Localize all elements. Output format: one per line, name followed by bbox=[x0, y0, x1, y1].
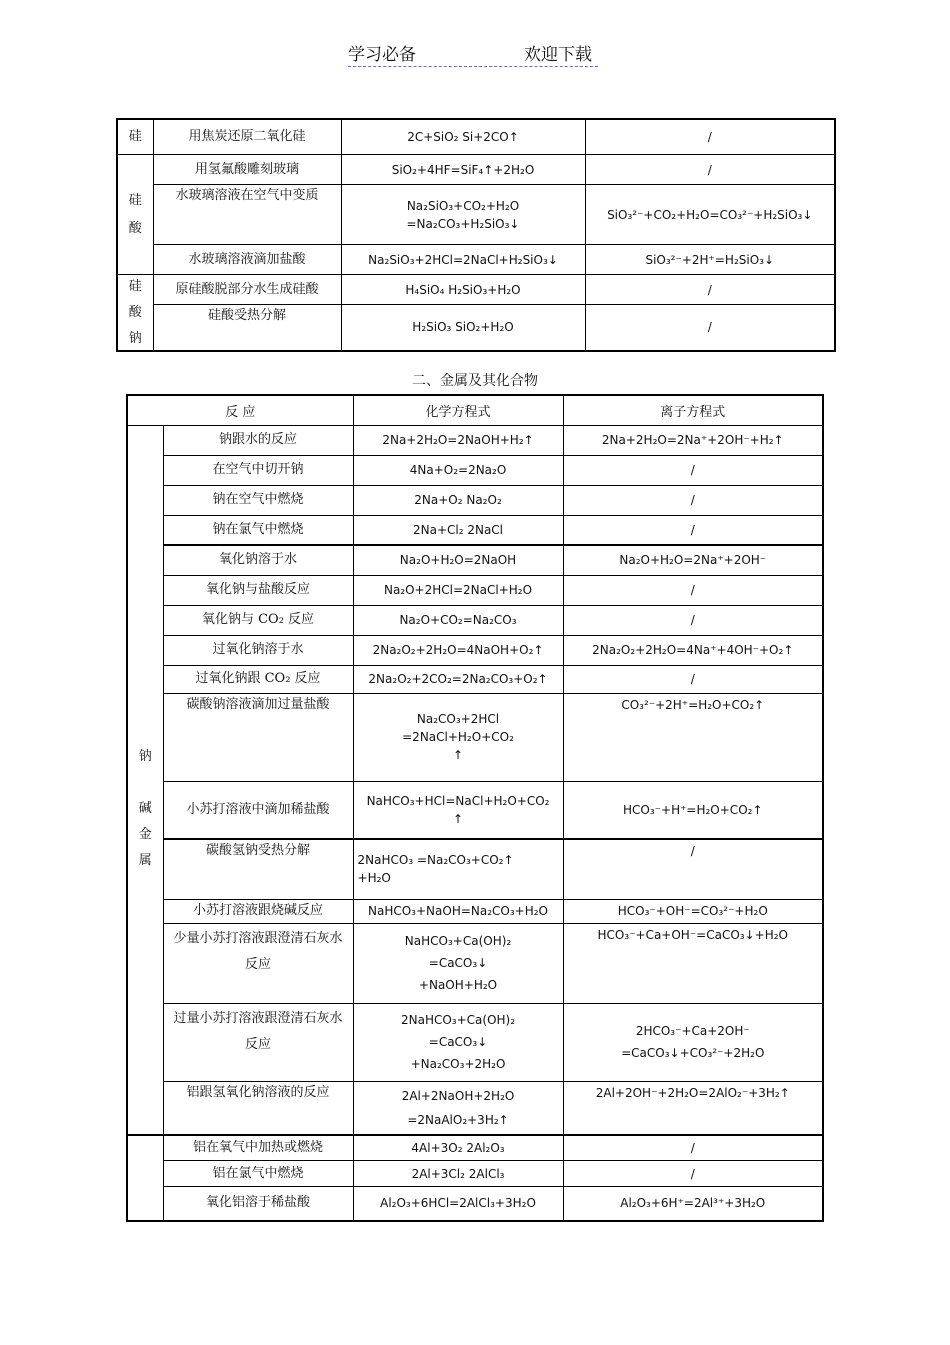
table-row bbox=[117, 185, 835, 245]
category-cell: 硅 酸 钠 bbox=[117, 275, 153, 351]
chem-equation-cell: 2Na+O₂ Na₂O₂ bbox=[353, 485, 563, 515]
chem-equation-cell: 2Na+Cl₂ 2NaCl bbox=[353, 515, 563, 545]
group-label-cell bbox=[127, 1135, 163, 1221]
chem-equation-cell: 2Na₂O₂+2H₂O=4NaOH+O₂↑ bbox=[353, 635, 563, 665]
chem-equation-cell: NaHCO₃+NaOH=Na₂CO₃+H₂O bbox=[353, 899, 563, 923]
table-header-row bbox=[127, 395, 823, 425]
reaction-cell: 硅酸受热分解 bbox=[153, 305, 341, 351]
reaction-cell: 氧化钠与盐酸反应 bbox=[163, 575, 353, 605]
table-row bbox=[127, 425, 823, 455]
group-label-cell: 钠 碱 金 属 bbox=[127, 425, 163, 1135]
ion-equation-cell: CO₃²⁻+2H⁺=H₂O+CO₂↑ bbox=[563, 693, 823, 781]
metal-reactions-table bbox=[126, 394, 824, 1222]
reaction-cell: 水玻璃溶液滴加盐酸 bbox=[153, 245, 341, 275]
ion-equation-cell: HCO₃⁻+OH⁻=CO₃²⁻+H₂O bbox=[563, 899, 823, 923]
table-row bbox=[127, 605, 823, 635]
chem-equation-cell: H₄SiO₄ H₂SiO₃+H₂O bbox=[341, 275, 585, 305]
table-row bbox=[127, 515, 823, 545]
ion-equation-cell: 2Na₂O₂+2H₂O=4Na⁺+4OH⁻+O₂↑ bbox=[563, 635, 823, 665]
reaction-cell: 钠在氯气中燃烧 bbox=[163, 515, 353, 545]
header-right-text: 欢迎下载 bbox=[524, 45, 592, 65]
ion-equation-cell: 2Al+2OH⁻+2H₂O=2AlO₂⁻+3H₂↑ bbox=[563, 1081, 823, 1135]
reaction-cell: 小苏打溶液中滴加稀盐酸 bbox=[163, 781, 353, 839]
ion-equation-cell: Na₂O+H₂O=2Na⁺+2OH⁻ bbox=[563, 545, 823, 575]
reaction-cell: 少量小苏打溶液跟澄清石灰水反应 bbox=[163, 923, 353, 1003]
table-row bbox=[127, 781, 823, 839]
page-header bbox=[348, 40, 598, 67]
ion-equation-cell: / bbox=[563, 575, 823, 605]
reaction-cell: 用氢氟酸雕刻玻璃 bbox=[153, 155, 341, 185]
header-reaction: 反 应 bbox=[127, 395, 353, 425]
section-title: 二、金属及其化合物 bbox=[412, 373, 538, 389]
header-ion-equation: 离子方程式 bbox=[563, 395, 823, 425]
ion-equation-cell: / bbox=[563, 839, 823, 899]
reaction-cell: 过量小苏打溶液跟澄清石灰水反应 bbox=[163, 1003, 353, 1081]
chem-equation-cell: NaHCO₃+HCl=NaCl+H₂O+CO₂ ↑ bbox=[353, 781, 563, 839]
chem-equation-cell: 2Al+2NaOH+2H₂O =2NaAlO₂+3H₂↑ bbox=[353, 1081, 563, 1135]
chem-equation-cell: H₂SiO₃ SiO₂+H₂O bbox=[341, 305, 585, 351]
ion-equation-cell: / bbox=[563, 1161, 823, 1187]
ion-equation-cell: / bbox=[585, 275, 835, 305]
chem-equation-cell: Al₂O₃+6HCl=2AlCl₃+3H₂O bbox=[353, 1187, 563, 1221]
chem-equation-cell: Na₂CO₃+2HCl =2NaCl+H₂O+CO₂ ↑ bbox=[353, 693, 563, 781]
table-row bbox=[117, 275, 835, 305]
reaction-cell: 氧化钠与 CO₂ 反应 bbox=[163, 605, 353, 635]
reaction-cell: 氧化铝溶于稀盐酸 bbox=[163, 1187, 353, 1221]
chem-equation-cell: 4Na+O₂=2Na₂O bbox=[353, 455, 563, 485]
chem-equation-cell: 4Al+3O₂ 2Al₂O₃ bbox=[353, 1135, 563, 1161]
table-row bbox=[127, 635, 823, 665]
reaction-cell: 铝跟氢氧化钠溶液的反应 bbox=[163, 1081, 353, 1135]
chem-equation-cell: NaHCO₃+Ca(OH)₂ =CaCO₃↓ +NaOH+H₂O bbox=[353, 923, 563, 1003]
table-row bbox=[127, 1003, 823, 1081]
ion-equation-cell: / bbox=[563, 455, 823, 485]
table-row bbox=[127, 899, 823, 923]
ion-equation-cell: / bbox=[563, 1135, 823, 1161]
category-cell: 硅 酸 bbox=[117, 155, 153, 275]
chem-equation-cell: Na₂O+H₂O=2NaOH bbox=[353, 545, 563, 575]
table-row bbox=[117, 155, 835, 185]
chem-equation-cell: 2Al+3Cl₂ 2AlCl₃ bbox=[353, 1161, 563, 1187]
reaction-cell: 原硅酸脱部分水生成硅酸 bbox=[153, 275, 341, 305]
reaction-cell: 小苏打溶液跟烧碱反应 bbox=[163, 899, 353, 923]
ion-equation-cell: / bbox=[563, 665, 823, 693]
reaction-cell: 过氧化钠溶于水 bbox=[163, 635, 353, 665]
reaction-cell: 碳酸氢钠受热分解 bbox=[163, 839, 353, 899]
table-row bbox=[127, 455, 823, 485]
chem-equation-cell: Na₂SiO₃+CO₂+H₂O =Na₂CO₃+H₂SiO₃↓ bbox=[341, 185, 585, 245]
table-row bbox=[127, 575, 823, 605]
reaction-cell: 用焦炭还原二氧化硅 bbox=[153, 119, 341, 155]
reaction-cell: 铝在氯气中燃烧 bbox=[163, 1161, 353, 1187]
chem-equation-cell: SiO₂+4HF=SiF₄↑+2H₂O bbox=[341, 155, 585, 185]
chem-equation-cell: 2Na+2H₂O=2NaOH+H₂↑ bbox=[353, 425, 563, 455]
ion-equation-cell: SiO₃²⁻+CO₂+H₂O=CO₃²⁻+H₂SiO₃↓ bbox=[585, 185, 835, 245]
chem-equation-cell: 2NaHCO₃ =Na₂CO₃+CO₂↑ +H₂O bbox=[353, 839, 563, 899]
ion-equation-cell: / bbox=[563, 485, 823, 515]
reaction-cell: 钠跟水的反应 bbox=[163, 425, 353, 455]
table-row bbox=[127, 693, 823, 781]
ion-equation-cell: / bbox=[563, 605, 823, 635]
table-row bbox=[127, 1187, 823, 1221]
chem-equation-cell: 2NaHCO₃+Ca(OH)₂ =CaCO₃↓ +Na₂CO₃+2H₂O bbox=[353, 1003, 563, 1081]
reaction-cell: 氧化钠溶于水 bbox=[163, 545, 353, 575]
header-chem-equation: 化学方程式 bbox=[353, 395, 563, 425]
ion-equation-cell: HCO₃⁻+Ca+OH⁻=CaCO₃↓+H₂O bbox=[563, 923, 823, 1003]
reaction-cell: 过氧化钠跟 CO₂ 反应 bbox=[163, 665, 353, 693]
table-row bbox=[127, 485, 823, 515]
ion-equation-cell: / bbox=[563, 515, 823, 545]
ion-equation-cell: / bbox=[585, 119, 835, 155]
reaction-cell: 钠在空气中燃烧 bbox=[163, 485, 353, 515]
ion-equation-cell: / bbox=[585, 155, 835, 185]
silicon-reactions-table bbox=[116, 118, 836, 352]
header-left-text: 学习必备 bbox=[348, 45, 416, 65]
category-cell: 硅 bbox=[117, 119, 153, 155]
table-row bbox=[127, 665, 823, 693]
ion-equation-cell: / bbox=[585, 305, 835, 351]
table-row bbox=[117, 305, 835, 351]
ion-equation-cell: 2Na+2H₂O=2Na⁺+2OH⁻+H₂↑ bbox=[563, 425, 823, 455]
chem-equation-cell: 2C+SiO₂ Si+2CO↑ bbox=[341, 119, 585, 155]
chem-equation-cell: Na₂O+2HCl=2NaCl+H₂O bbox=[353, 575, 563, 605]
table-row bbox=[127, 923, 823, 1003]
table-row bbox=[127, 1081, 823, 1135]
ion-equation-cell: Al₂O₃+6H⁺=2Al³⁺+3H₂O bbox=[563, 1187, 823, 1221]
chem-equation-cell: Na₂SiO₃+2HCl=2NaCl+H₂SiO₃↓ bbox=[341, 245, 585, 275]
table-row bbox=[117, 119, 835, 155]
chem-equation-cell: 2Na₂O₂+2CO₂=2Na₂CO₃+O₂↑ bbox=[353, 665, 563, 693]
table-row bbox=[127, 1135, 823, 1161]
table-row bbox=[127, 1161, 823, 1187]
ion-equation-cell: HCO₃⁻+H⁺=H₂O+CO₂↑ bbox=[563, 781, 823, 839]
table-row bbox=[127, 545, 823, 575]
reaction-cell: 水玻璃溶液在空气中变质 bbox=[153, 185, 341, 245]
ion-equation-cell: 2HCO₃⁻+Ca+2OH⁻ =CaCO₃↓+CO₃²⁻+2H₂O bbox=[563, 1003, 823, 1081]
reaction-cell: 碳酸钠溶液滴加过量盐酸 bbox=[163, 693, 353, 781]
table-row bbox=[117, 245, 835, 275]
chem-equation-cell: Na₂O+CO₂=Na₂CO₃ bbox=[353, 605, 563, 635]
reaction-cell: 铝在氧气中加热或燃烧 bbox=[163, 1135, 353, 1161]
ion-equation-cell: SiO₃²⁻+2H⁺=H₂SiO₃↓ bbox=[585, 245, 835, 275]
reaction-cell: 在空气中切开钠 bbox=[163, 455, 353, 485]
table-row bbox=[127, 839, 823, 899]
